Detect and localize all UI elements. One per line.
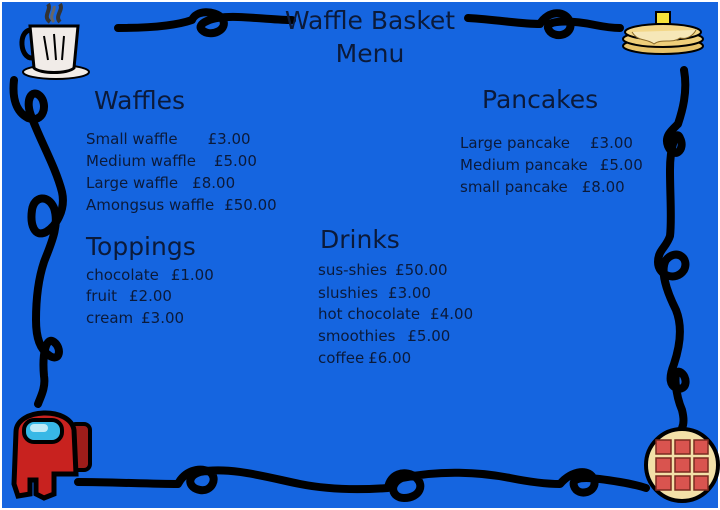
menu-item: Small waffle £3.00 [86,130,251,148]
menu-item: Large pancake £3.00 [460,134,633,152]
menu-title [260,4,480,70]
menu-item: sus-shies £50.00 [318,261,448,279]
menu-item: Medium pancake £5.00 [460,156,643,174]
drinks-heading: Drinks [320,225,400,254]
menu-item: smoothies £5.00 [318,327,451,345]
menu-item: coffee £6.00 [318,349,412,367]
pancakes-heading: Pancakes [482,85,599,114]
menu-item: slushies £3.00 [318,284,431,302]
title-line-2: Menu [335,39,405,68]
title-line-1: Waffle Basket [284,6,456,35]
crewmate-icon [8,402,94,502]
menu-item: Medium waffle £5.00 [86,152,257,170]
menu-item: fruit £2.00 [86,287,172,305]
toppings-heading: Toppings [86,232,196,261]
coffee-mug-icon [18,2,94,82]
menu-item: small pancake £8.00 [460,178,625,196]
pancake-stack-icon [618,8,708,56]
menu-item: Large waffle £8.00 [86,174,236,192]
menu-item: cream £3.00 [86,309,185,327]
menu-item: Amongsus waffle £50.00 [86,196,277,214]
menu-item: hot chocolate £4.00 [318,305,474,323]
menu-item: chocolate £1.00 [86,266,214,284]
waffle-icon [644,424,720,506]
waffles-heading: Waffles [94,86,186,115]
